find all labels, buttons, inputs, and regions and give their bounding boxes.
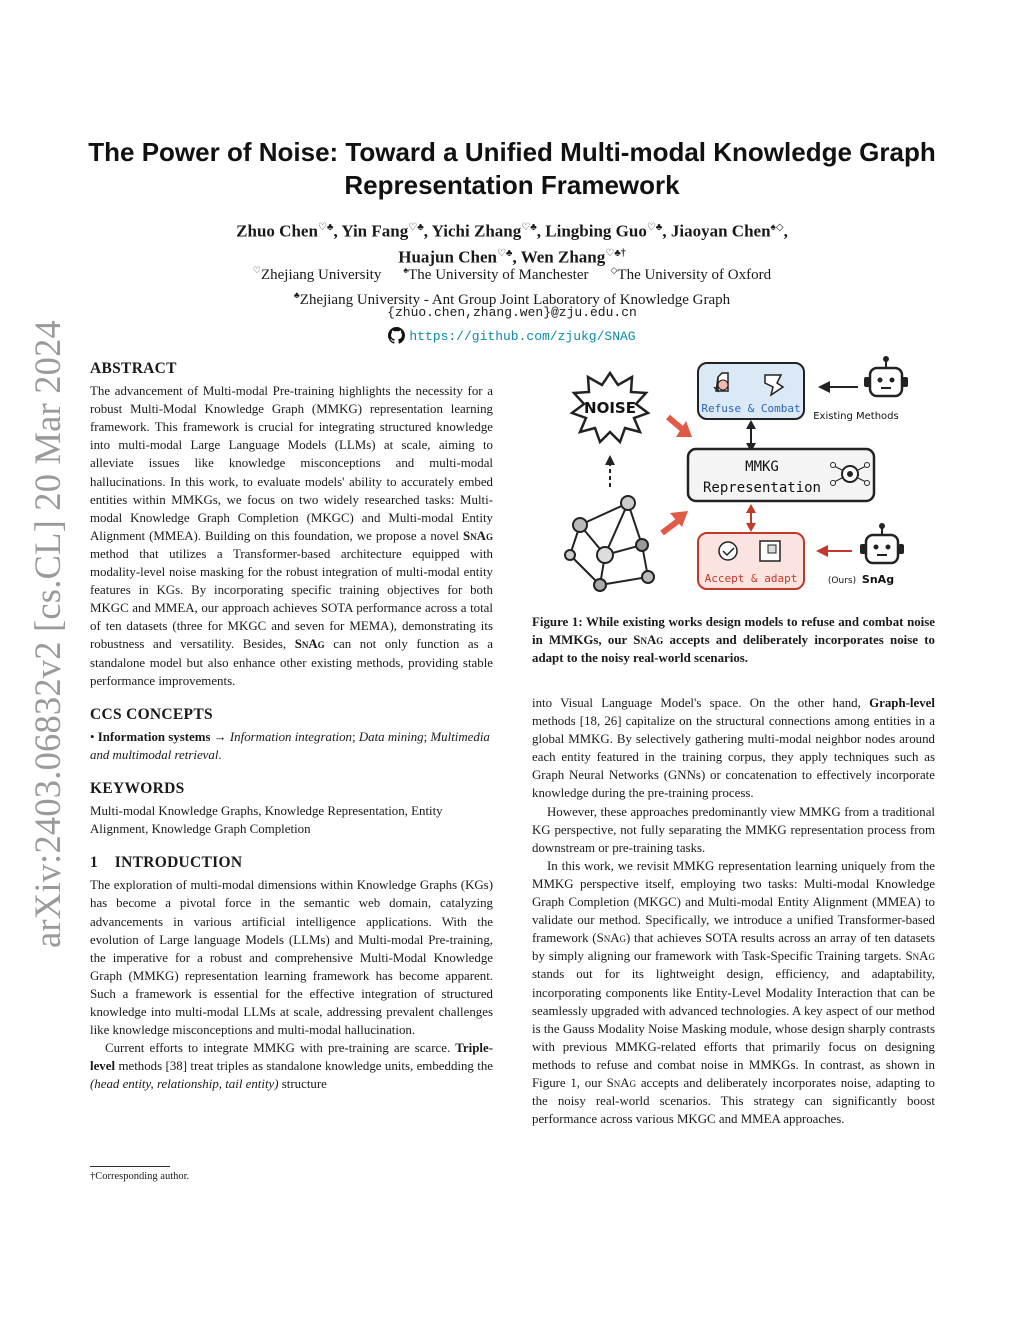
author-marks: ♡♣: [521, 222, 537, 233]
method-name: SnAg: [463, 528, 493, 543]
ccs-text: [90, 728, 493, 764]
mmkg-label: MMKG: [745, 459, 779, 475]
text: ) that achieves SOTA results across an array of ten datasets by simply aligning our framework with Task-Specific Training targets.: [532, 931, 935, 964]
github-url: https://github.com/zjukg/SNAG: [409, 329, 636, 344]
italic-term: (head entity, relationship, tail entity): [90, 1077, 279, 1092]
text: structure: [278, 1077, 327, 1092]
author: Zhuo Chen: [236, 221, 318, 241]
right-paragraph-3: [532, 857, 935, 1128]
keywords-text: Multi-modal Knowledge Graphs, Knowledge Representation, Entity Alignment, Knowledge Graph Completion: [90, 804, 443, 837]
arxiv-identifier: [18, 319, 68, 950]
author-marks: ♡♣†: [605, 247, 626, 259]
author: Lingbing Guo: [545, 221, 647, 241]
author-marks: ♡♣: [496, 247, 513, 259]
intro-paragraph-2: [90, 1039, 493, 1093]
mmkg-representation-box: [688, 449, 874, 501]
introduction-heading: 1 INTRODUCTION: [90, 854, 243, 872]
affiliation: The University of Oxford: [617, 267, 772, 283]
author: Wen Zhang: [520, 247, 606, 267]
noise-label: NOISE: [584, 399, 636, 417]
ccs-concept: Data mining: [358, 729, 424, 744]
author-marks: ♡♣: [317, 222, 334, 233]
method-name: SnAg: [633, 633, 664, 647]
figure-caption: [532, 613, 935, 667]
method-name: SnAg: [905, 949, 935, 964]
method-name: SnAg: [596, 931, 627, 946]
keywords-heading: KEYWORDS: [90, 779, 185, 797]
method-name: SnAg: [294, 637, 325, 652]
author: Jiaoyan Chen: [670, 221, 771, 241]
text: accepts and deliberately incorporates noise, adapting to the noisy real-world scenarios. This strategy can significantly boost performance across various MKGC and MMEA approaches.: [532, 1075, 935, 1127]
author-marks: ♡♣: [408, 222, 424, 233]
caption-part: accepts and deliberately incorporates noise to adapt to the noisy real-world scenarios.: [532, 633, 935, 665]
author-line-2: Huajun Chen♡♣, Wen Zhang♡♣†: [398, 247, 626, 267]
figure-diagram: [560, 355, 920, 593]
noise-burst-icon: [572, 373, 648, 442]
bidirectional-arrow-top: [746, 420, 756, 452]
left-column: [90, 360, 493, 1093]
ccs-concept: Multimedia and multimodal retrieval: [90, 729, 490, 762]
author: Huajun Chen: [398, 247, 497, 267]
intro-paragraph-1: The exploration of multi-modal dimensions within Knowledge Graphs (KGs) has become a pivotal force in the semantic web domain, catalyzing advancements in various artificial intelligence applications. With the evolution of Large language Models (LLMs) and Multi-modal Pre-training, the imperative for a robust and comprehensive Multi-Modal Knowledge Graph (MMKG) representation learning framework has become apparent. Such a framework is essential for the effective integration of structured knowledge into multi-modal LLMs at scale, addressing prevalent challenges like knowledge misconceptions and multi-modal hallucination.: [90, 878, 493, 1038]
arrow: →: [210, 729, 230, 744]
affiliations: [80, 260, 944, 310]
red-arrow-left: [816, 545, 852, 557]
bullet: •: [90, 729, 98, 744]
author-marks: ♡♣: [646, 222, 663, 233]
handshake-icon: [719, 542, 737, 560]
author-marks: ♠◇: [770, 222, 784, 233]
arrow-head: [605, 455, 615, 465]
text: Current efforts to integrate MMKG with pre-training are scarce.: [105, 1041, 456, 1056]
affil-mark: ◇: [610, 265, 618, 275]
contact-email: {zhuo.chen,zhang.wen}@zju.edu.cn: [387, 305, 637, 320]
abstract-part: method that utilizes a Transformer-based architecture equipped with modality-level noise masking for the robust integration of multi-modal entity features in KGs. By incorporating specific training objectives for both MKGC and MMEA, our approach achieves SOTA performance across a total of ten datasets (three for MKGC and seven for MEMA), demonstrating its robustness and versatility. Besides,: [90, 546, 493, 652]
accept-adapt-label: Accept & adapt: [704, 572, 798, 585]
text: methods [38] treat triples as standalone knowledge units, embedding the: [115, 1059, 493, 1074]
affiliation-line-1: [80, 260, 944, 285]
affiliation: Zhejiang University - Ant Group Joint Laboratory of Knowledge Graph: [299, 292, 731, 308]
text: methods [18, 26] capitalize on the structural connections among entities in a global MMKG. By selectively gathering multi-modal neighbor nodes around each entity featured in the training corpus, they apply techniques such as Graph Neural Networks (GNNs) or concatenation to effectively incorporate knowledge during the pre-training process.: [532, 714, 935, 801]
abstract-part: The advancement of Multi-modal Pre-training highlights the necessity for a robust Multi-Modal Knowledge Graph (MMKG) representation learning framework. This framework is crucial for integrating structured knowledge into multi-modal Large Language Models (LLMs) at scale, aiming to alleviate issues like knowledge misconceptions and multi-modal hallucinations. In this work, to evaluate models' ability to accurately embed entities within MMKGs, we focus on two widely researched tasks: Multi-modal Knowledge Graph Completion (MKGC) and Multi-modal Entity Alignment (MMEA). Building on this foundation, we propose a novel: [90, 384, 493, 543]
snag-label: SnAg: [861, 573, 895, 586]
ours-label: (Ours): [827, 576, 857, 586]
separator: ;: [352, 729, 359, 744]
right-column: [532, 694, 935, 1128]
author-line-1: Zhuo Chen♡♣, Yin Fang♡♣, Yichi Zhang♡♣, Lingbing Guo♡♣, Jiaoyan Chen♠◇,: [236, 221, 788, 241]
representation-label: Representation: [702, 480, 822, 496]
ccs-concept: Information integration: [229, 729, 352, 744]
footnote: †Corresponding author.: [90, 1171, 190, 1182]
figure-1: [560, 355, 920, 593]
footnote-rule: [90, 1166, 170, 1167]
abstract-heading: ABSTRACT: [90, 360, 177, 377]
refuse-combat-label: Refuse & Combat: [701, 402, 801, 415]
abstract-part: can not only function as a standalone model but also enhance other existing methods, providing stable performance improvements.: [90, 637, 493, 688]
right-paragraph-2: However, these approaches predominantly view MMKG from a traditional KG perspective, not fully separating the MMKG representation process from downstream or pre-training tasks.: [532, 804, 935, 855]
right-paragraph-1: [532, 694, 935, 803]
affiliation: The University of Manchester: [408, 267, 589, 283]
github-link[interactable]: [80, 327, 944, 344]
red-arrow-bottom: [662, 511, 688, 533]
affiliation: Zhejiang University: [260, 267, 382, 283]
abstract-text: [90, 382, 493, 690]
caption-part: Figure 1: While existing works design models to refuse and combat noise in MMKGs, our: [532, 615, 935, 647]
affil-mark: ♣: [293, 290, 300, 300]
ccs-category: Information systems: [97, 729, 211, 744]
paper-title: The Power of Noise: Toward a Unified Multi-modal Knowledge Graph Representation Framework: [88, 137, 936, 200]
refuse-combat-box: [698, 363, 804, 419]
bidirectional-arrow-bottom: [746, 504, 756, 532]
separator: ;: [423, 729, 431, 744]
text: into Visual Language Model's space. On the other hand,: [532, 696, 870, 710]
bold-term: Triple-level: [90, 1041, 493, 1074]
bold-term: Graph-level: [869, 696, 935, 710]
text: In this work, we revisit MMKG representation learning uniquely from the MMKG perspective itself, employing two tasks: Multi-modal Knowledge Graph Completion (MKGC) and Multi-modal Entity Alignment (MMEA) to validate our method. Specifically, we introduce a unified Transformer-based framework (: [532, 858, 935, 946]
robot-icon-ours: [860, 523, 904, 563]
affil-mark: ♠: [403, 265, 409, 275]
robot-icon: [864, 356, 908, 396]
ccs-heading: CCS CONCEPTS: [90, 705, 213, 723]
knowledge-graph-icon: [565, 496, 654, 591]
red-arrow-top: [668, 417, 692, 437]
arxiv-id-text: arXiv:2403.06832v2 [cs.CL] 20 Mar 2024: [27, 319, 68, 948]
period: .: [218, 747, 222, 762]
github-icon: [388, 327, 405, 344]
text: stands out for its lightweight design, efficiency, and adaptability, incorporating components like Entity-Level Modality Interaction that can be seamlessly upgraded with advanced technologies. A key aspect of our method is the Gauss Modality Noise Masking module, whose design sharply contrasts with previous MMKG-related efforts that primarily focus on designing methods to refuse and combat noise in MMKGs. In contrast, as shown in Figure 1, our: [532, 967, 935, 1090]
affil-mark: ♡: [252, 265, 261, 275]
accept-adapt-box: [698, 533, 804, 589]
method-name: SnAg: [606, 1075, 637, 1090]
existing-methods-label: Existing Methods: [813, 411, 899, 422]
author: Yichi Zhang: [431, 221, 522, 241]
author: Yin Fang: [341, 221, 409, 241]
